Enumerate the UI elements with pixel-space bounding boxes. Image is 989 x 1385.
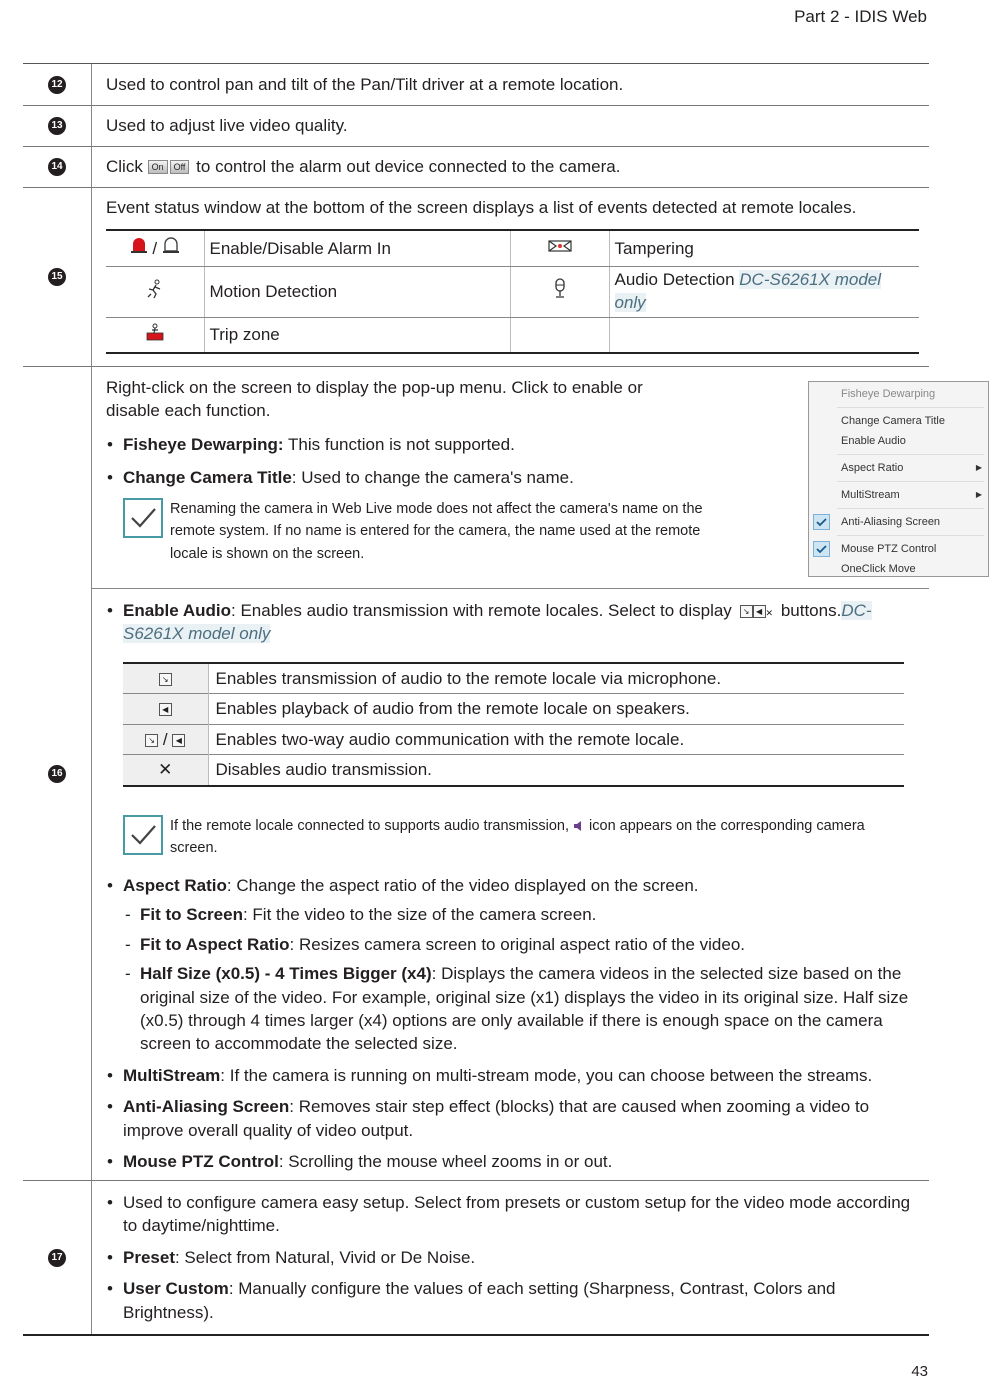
list-item: • MultiStream: If the camera is running on multi-stream mode, you can choose between the streams. <box>106 1064 919 1087</box>
item-description: Used to adjust live video quality. <box>106 116 348 136</box>
list-item: • Aspect Ratio: Change the aspect ratio of the video displayed on the screen. - Fit to Screen: Fit the video to the size of the camera screen. - Fit to Aspect Ratio: Resizes camera screen to original aspect ratio of the video. - Half Size (x0.5) - 4 Times Bigger (x4): Displays the camera videos in the selected size based on the original size of the video. For example, original size (x1) displays the video in its original size. Half size (x0.5) through 4 times larger (x4) options are only available if there is enough space on the camera screen to accommodate the selected size. <box>106 874 919 1056</box>
table-row <box>106 266 919 317</box>
submenu-arrow-icon: ▶ <box>975 490 982 499</box>
menu-item-aspect-ratio[interactable]: Aspect Ratio ▶ <box>809 458 988 478</box>
audio-and-aspect-section <box>92 589 929 1181</box>
menu-item-multistream[interactable]: MultiStream ▶ <box>809 485 988 505</box>
note-box: If the remote locale connected to supports audio transmission, icon appears on the corresponding camera screen. <box>123 815 883 860</box>
audio-buttons-table <box>123 662 904 787</box>
microphone-icon: ↘ <box>145 734 158 747</box>
alarm-on-icon <box>130 236 148 254</box>
sub-list-item: - Fit to Aspect Ratio: Resizes camera screen to original aspect ratio of the video. <box>123 933 919 956</box>
list-item: • Anti-Aliasing Screen: Removes stair step effect (blocks) that are caused when zooming a video to improve overall quality of video output. <box>106 1095 919 1142</box>
speaker-icon: ◀ <box>172 734 185 747</box>
table-row <box>23 1181 929 1334</box>
note-check-icon <box>123 815 163 855</box>
audio-detection-label: Audio Detection <box>614 269 735 289</box>
table-row <box>23 188 929 367</box>
menu-item-fisheye: Fisheye Dewarping <box>841 388 936 400</box>
sub-list-item: - Fit to Screen: Fit the video to the size of the camera screen. <box>123 903 919 926</box>
table-row <box>106 317 919 353</box>
table-row: ◀ Enables playback of audio from the remote locale on speakers. <box>123 694 904 724</box>
list-item: • Change Camera Title: Used to change the camera's name. <box>106 466 706 489</box>
tampering-label: Tampering <box>609 230 919 266</box>
description-table <box>23 63 982 1336</box>
item-description: Used to control pan and tilt of the Pan/Tilt driver at a remote location. <box>106 74 624 94</box>
menu-item-change-title[interactable]: Change Camera Title <box>841 415 945 427</box>
table-row: / Enable/Disable Alarm In Tampering <box>106 230 919 266</box>
submenu-arrow-icon: ▶ <box>975 463 982 472</box>
list-item: • User Custom: Manually configure the values of each setting (Sharpness, Contrast, Colors and Brightness). <box>106 1277 919 1324</box>
checkmark-icon <box>813 541 830 557</box>
checkmark-icon <box>813 514 830 530</box>
alarm-off-icon <box>162 236 180 254</box>
alarm-off-button[interactable]: Off <box>170 160 190 174</box>
speaker-icon: ◀ <box>159 703 172 716</box>
disable-audio-icon: ✕ <box>158 760 173 780</box>
menu-item-enable-audio[interactable]: Enable Audio <box>841 435 906 447</box>
table-row <box>23 147 929 188</box>
list-item: • Used to configure camera easy setup. Select from presets or custom setup for the video mode according to daytime/nighttime. <box>106 1191 919 1238</box>
menu-item-mouse-ptz[interactable]: Mouse PTZ Control <box>809 539 988 559</box>
trip-zone-icon <box>145 322 165 342</box>
item-marker: 16 <box>23 367 92 1180</box>
table-row <box>23 367 982 1181</box>
event-icon-table <box>106 229 919 354</box>
popup-menu-section: Right-click on the screen to display the pop-up menu. Click to enable or disable each function. • Fisheye Dewarping: This function is not supported. • Change Camera Title: Used to change the camera's name. Renaming the camera in Web Live mode does not affect the camera's name on the remote system. If no name is entered for the camera, the name used at the remote locale is shown on the screen. Fisheye Dewarping Change Camera Title Enable Audio Aspect Ratio ▶ MultiStream ▶ Anti-Aliasing Screen Mouse PTZ Control OneClick Move <box>92 367 929 589</box>
item-description: Event status window at the bottom of the screen displays a list of events detected at remote locales. / Enable/Disable Alarm In Tampering Motion Detection Audio Detection DC-S6261X model only Trip zone <box>92 188 929 366</box>
table-row <box>23 64 929 106</box>
audio-indicator-icon <box>573 820 585 832</box>
sub-list-item: - Half Size (x0.5) - 4 Times Bigger (x4): Displays the camera videos in the selected size based on the original size of the video. For example, original size (x1) displays the video in its original size. Half size (x0.5) through 4 times larger (x4) options are only available if there is enough space on the camera screen to accommodate the selected size. <box>123 962 919 1056</box>
list-item: • Fisheye Dewarping: This function is not supported. <box>106 433 706 456</box>
note-check-icon <box>123 498 163 538</box>
microphone-icon: ↘ <box>159 673 172 686</box>
item-marker: 12 <box>23 64 92 105</box>
table-row: ↘ Enables transmission of audio to the remote locale via microphone. <box>123 663 904 694</box>
alarm-on-button[interactable]: On <box>148 160 168 174</box>
list-item: • Enable Audio: Enables audio transmission with remote locales. Select to display ↘ ◀ ✕ buttons.DC-S6261X model only <box>106 599 919 646</box>
alarm-label: Enable/Disable Alarm In <box>204 230 510 266</box>
tampering-icon <box>547 238 573 254</box>
trip-label: Trip zone <box>204 317 510 353</box>
table-row: ↘ / ◀ Enables two-way audio communication with the remote locale. <box>123 724 904 754</box>
item-marker: 15 <box>23 188 92 366</box>
page-number: 43 <box>911 1363 928 1381</box>
audio-buttons-icon: ↘ ◀ ✕ <box>740 599 774 622</box>
item-description <box>92 1181 929 1334</box>
item-description <box>92 367 982 1180</box>
item-marker: 17 <box>23 1181 92 1334</box>
page-header: Part 2 - IDIS Web <box>794 7 927 26</box>
item-description: Click On Off to control the alarm out device connected to the camera. <box>106 157 621 177</box>
model-note: DC-S6261X model only <box>614 269 882 312</box>
menu-item-oneclick-move[interactable]: OneClick Move <box>841 563 916 575</box>
motion-detection-icon <box>145 279 165 299</box>
note-box: Renaming the camera in Web Live mode does not affect the camera's name on the remote system. If no name is entered for the camera, the name used at the remote locale is shown on the screen. <box>123 498 723 565</box>
table-row: ✕ Disables audio transmission. <box>123 755 904 786</box>
menu-item-anti-aliasing[interactable]: Anti-Aliasing Screen <box>809 512 988 532</box>
context-menu <box>808 381 989 577</box>
list-item: • Preset: Select from Natural, Vivid or De Noise. <box>106 1246 919 1269</box>
table-row <box>23 106 929 147</box>
motion-label: Motion Detection <box>204 266 510 317</box>
list-item: • Mouse PTZ Control: Scrolling the mouse wheel zooms in or out. <box>106 1150 919 1173</box>
item-marker: 14 <box>23 147 92 187</box>
audio-detection-icon <box>553 278 567 300</box>
item-marker: 13 <box>23 106 92 146</box>
